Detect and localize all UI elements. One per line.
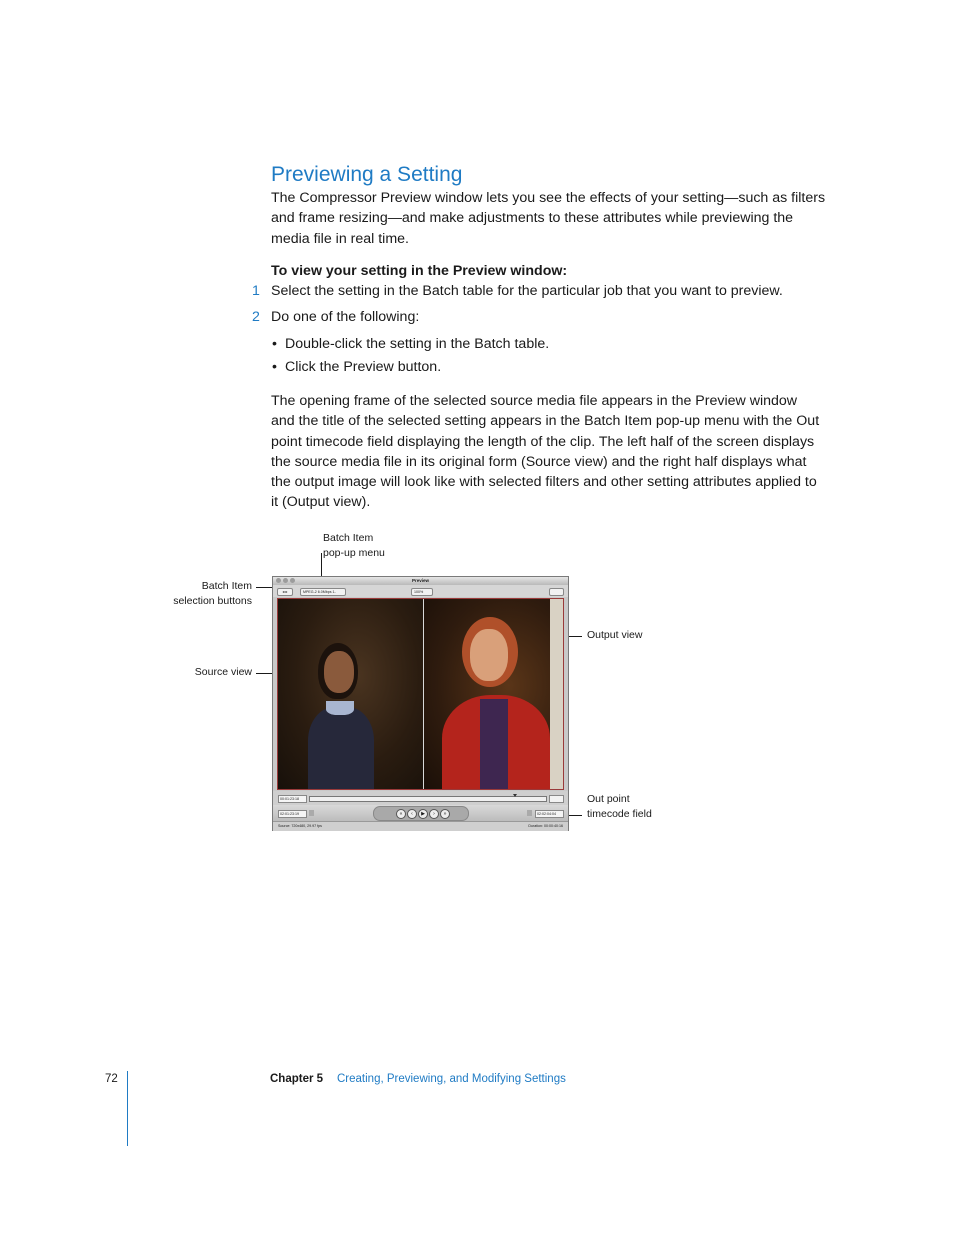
- video-frame: [277, 598, 564, 790]
- in-timecode-field[interactable]: 00:01:23:18: [278, 795, 307, 803]
- description-paragraph: The opening frame of the selected source media file appears in the Preview window and the title of the selected setting appears in the Batch Item pop-up menu with the Out point timecode field displaying the length of the clip. The left half of the screen displays the source media file in its original form (Source view) and the right half displays what the output image will look like with selected filters and other setting attributes applied to it (Output view).: [271, 393, 820, 511]
- output-face: [470, 629, 508, 681]
- footer-chapter-title: Creating, Previewing, and Modifying Settings: [337, 1073, 566, 1085]
- callout-batch-item-menu: [323, 531, 385, 561]
- footer-rule: [127, 1071, 128, 1146]
- callout-source-view: Source view: [194, 666, 252, 678]
- output-doorframe: [550, 599, 564, 790]
- bullet-dot: •: [272, 359, 277, 375]
- footer-chapter: Chapter 5: [270, 1073, 324, 1085]
- source-sweater: [308, 707, 374, 790]
- callout-out-point: [587, 792, 652, 822]
- out-marker-icon[interactable]: [527, 810, 532, 816]
- step-number: 2: [252, 309, 260, 325]
- view-options-button[interactable]: [549, 588, 564, 596]
- status-bar: [273, 821, 568, 831]
- callout-line-1: Batch Item: [323, 532, 374, 544]
- page-number: 72: [105, 1073, 118, 1085]
- page-heading: Previewing a Setting: [271, 163, 463, 186]
- source-info-text: Source: 720x480, 29.97 fps: [278, 824, 322, 828]
- transport-controls: [373, 806, 469, 821]
- duration-info-text: Duration: 00:00:40:16: [528, 824, 563, 828]
- output-blouse: [480, 699, 508, 789]
- callout-line-2: timecode field: [587, 808, 652, 820]
- zoom-popup-menu[interactable]: 100%: [411, 588, 433, 596]
- out-point-timecode-field[interactable]: 02:02:04:04: [535, 810, 564, 818]
- marker-icon[interactable]: [309, 810, 314, 816]
- step-number: 1: [252, 283, 260, 299]
- timeline-bar: [273, 791, 568, 805]
- step-text: Select the setting in the Batch table for the particular job that you want to preview.: [271, 283, 783, 299]
- step-text: Do one of the following:: [271, 309, 420, 325]
- source-collar: [326, 701, 354, 715]
- batch-item-popup-menu[interactable]: MPEG-2 6.0Mbps 1-: [300, 588, 346, 596]
- window-title: Preview: [411, 578, 429, 583]
- transport-bar: [273, 805, 568, 821]
- previous-frame-icon[interactable]: ‹: [407, 809, 417, 819]
- source-view: [278, 599, 423, 790]
- bullet-dot: •: [272, 336, 277, 352]
- callout-batch-item-buttons: [150, 579, 252, 609]
- callout-line-2: pop-up menu: [323, 547, 385, 559]
- go-to-start-icon[interactable]: «: [396, 809, 406, 819]
- intro-paragraph: The Compressor Preview window lets you see the effects of your setting—such as filters and frame resizing—and make adjustments to these attributes while previewing the media file in real time.: [271, 190, 826, 247]
- loop-button[interactable]: [549, 795, 564, 803]
- callout-output-view: Output view: [587, 629, 643, 641]
- callout-line-1: Out point: [587, 793, 630, 805]
- go-to-end-icon[interactable]: »: [440, 809, 450, 819]
- timeline-scrubber[interactable]: [309, 796, 547, 802]
- source-face: [324, 651, 354, 693]
- bullet-item: Double-click the setting in the Batch table.: [285, 336, 550, 352]
- output-view: [424, 599, 564, 790]
- callout-line-2: selection buttons: [173, 595, 252, 607]
- bullet-item: Click the Preview button.: [285, 359, 442, 375]
- current-timecode-field[interactable]: 02:01:23:19: [278, 810, 307, 818]
- play-icon[interactable]: ▶: [418, 809, 428, 819]
- toolbar: [273, 585, 568, 597]
- next-frame-icon[interactable]: ›: [429, 809, 439, 819]
- task-title: To view your setting in the Preview window:: [271, 263, 568, 279]
- playhead-icon[interactable]: [513, 794, 517, 797]
- batch-item-selection-buttons[interactable]: ◂ ▸: [277, 588, 293, 596]
- preview-window-screenshot: [272, 576, 569, 831]
- callout-line-1: Batch Item: [201, 580, 252, 592]
